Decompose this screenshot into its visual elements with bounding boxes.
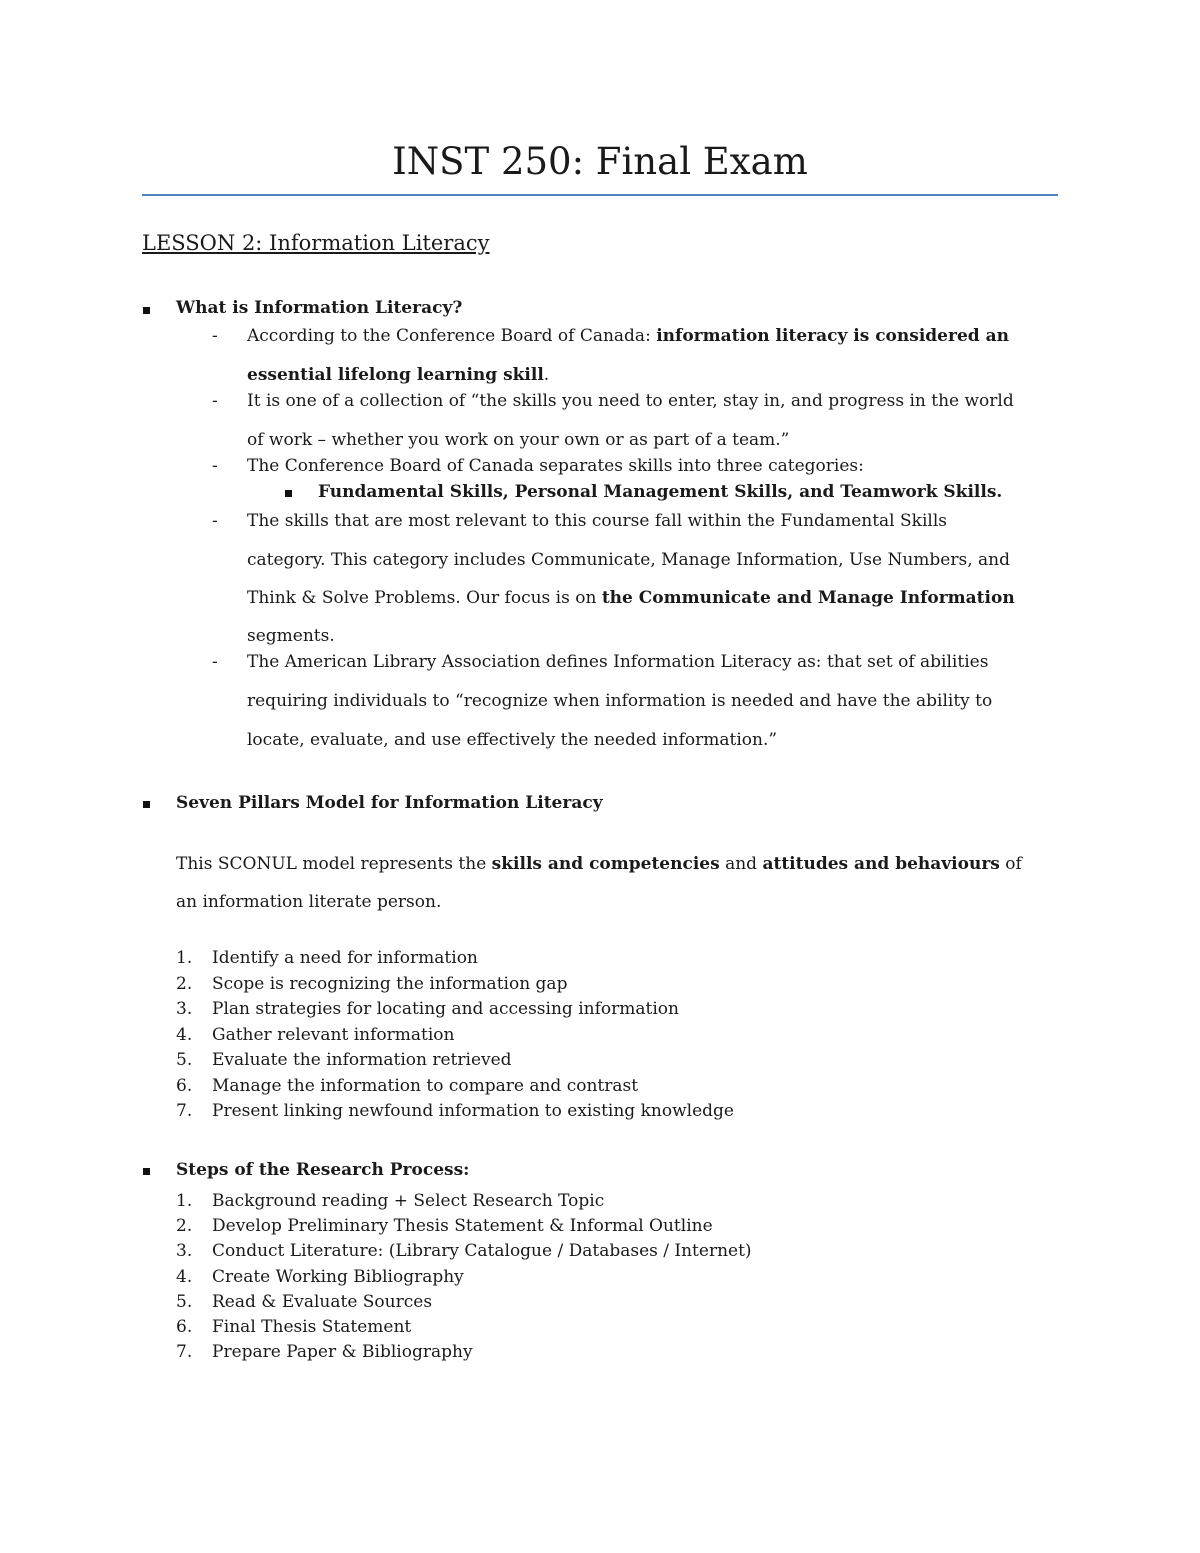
para-part-e: of [999,854,1022,874]
dash-bullet: - [212,391,218,411]
pillar-number: 2. [176,973,193,994]
dash-item-4-line-2: category. This category includes Communicate, Manage Information, Use Numbers, and [247,550,1010,570]
dash-item-4-line-3 [247,586,1015,610]
research-step-item: Final Thesis Statement [212,1317,412,1337]
research-step-item: Prepare Paper & Bibliography [212,1342,473,1363]
seven-pillars-paragraph-line-1 [176,852,1022,876]
dash-item-3: The Conference Board of Canada separates skills into three categories: [247,456,864,476]
dash-item-1-bold-a: information literacy is considered an [656,326,1009,346]
para-part-a: This SCONUL model represents the [176,854,492,874]
research-step-number: 4. [176,1266,193,1287]
pillar-item: Gather relevant information [212,1024,455,1045]
dash-item-5-line-3: locate, evaluate, and use effectively the needed information.” [247,730,778,750]
pillar-number: 5. [176,1050,193,1070]
square-bullet-icon [285,490,292,497]
para-part-b: skills and competencies [491,854,720,874]
pillar-number: 7. [176,1101,193,1121]
dash-item-4-line-1: The skills that are most relevant to this course fall within the Fundamental Skills [247,511,947,531]
section-heading-seven-pillars: Seven Pillars Model for Information Literacy [176,793,603,813]
research-step-item: Develop Preliminary Thesis Statement & Informal Outline [212,1216,713,1237]
research-step-number: 1. [176,1191,193,1211]
pillar-item: Plan strategies for locating and accessing information [212,999,679,1019]
pillar-number: 3. [176,999,193,1019]
research-step-item: Conduct Literature: (Library Catalogue / Databases / Internet) [212,1241,752,1262]
pillar-number: 1. [176,948,193,968]
square-bullet-icon [143,1168,150,1175]
research-step-number: 7. [176,1342,193,1363]
para-part-c: and [719,854,763,874]
research-step-item: Read & Evaluate Sources [212,1291,433,1312]
page-title: INST 250: Final Exam [392,140,808,183]
section-heading-info-literacy: What is Information Literacy? [176,298,463,318]
dash-item-2-line-1: It is one of a collection of “the skills you need to enter, stay in, and progress in the world [247,391,1014,411]
research-step-number: 5. [176,1291,193,1312]
square-bullet-icon [143,801,150,808]
dash-item-4-line-3-plain: Think & Solve Problems. Our focus is on [247,588,602,608]
dash-item-5-line-2: requiring individuals to “recognize when information is needed and have the ability to [247,691,993,711]
dash-item-5-line-1: The American Library Association defines Information Literacy as: that set of abilities [247,652,989,672]
dash-item-4-line-3-bold: the Communicate and Manage Information [601,588,1015,608]
lesson-heading-text: LESSON 2: Information Literacy [142,231,490,255]
pillar-item: Identify a need for information [212,948,478,968]
dash-item-1-plain: According to the Conference Board of Canada: [247,326,657,346]
section-heading-research-process: Steps of the Research Process: [176,1160,470,1180]
pillar-number: 6. [176,1075,193,1096]
dash-item-1-bold-b: essential lifelong learning skill [247,365,544,385]
research-step-item: Background reading + Select Research Topic [212,1191,605,1211]
research-step-number: 2. [176,1216,193,1237]
para-part-d: attitudes and behaviours [762,854,1000,874]
seven-pillars-paragraph-line-2: an information literate person. [176,892,442,912]
research-step-number: 3. [176,1241,193,1262]
pillar-number: 4. [176,1024,193,1045]
title-rule [142,194,1058,196]
dash-bullet: - [212,511,218,531]
pillar-item: Present linking newfound information to existing knowledge [212,1101,734,1121]
dash-item-1-line-2 [247,363,549,387]
square-bullet-icon [143,307,150,314]
sub-bullet-skill-categories: Fundamental Skills, Personal Management Skills, and Teamwork Skills. [318,482,1003,502]
pillar-item: Manage the information to compare and contrast [212,1075,639,1096]
dash-item-4-line-4: segments. [247,626,335,646]
research-step-number: 6. [176,1317,193,1337]
research-step-item: Create Working Bibliography [212,1266,464,1287]
lesson-heading [142,228,489,258]
dash-bullet: - [212,326,218,346]
dash-item-2-line-2: of work – whether you work on your own or as part of a team.” [247,430,790,450]
dash-bullet: - [212,652,218,672]
dash-item-1-tail: . [543,365,550,385]
dash-bullet: - [212,456,218,476]
dash-item-1-line-1 [247,324,1009,348]
pillar-item: Evaluate the information retrieved [212,1050,512,1070]
pillar-item: Scope is recognizing the information gap [212,973,568,994]
